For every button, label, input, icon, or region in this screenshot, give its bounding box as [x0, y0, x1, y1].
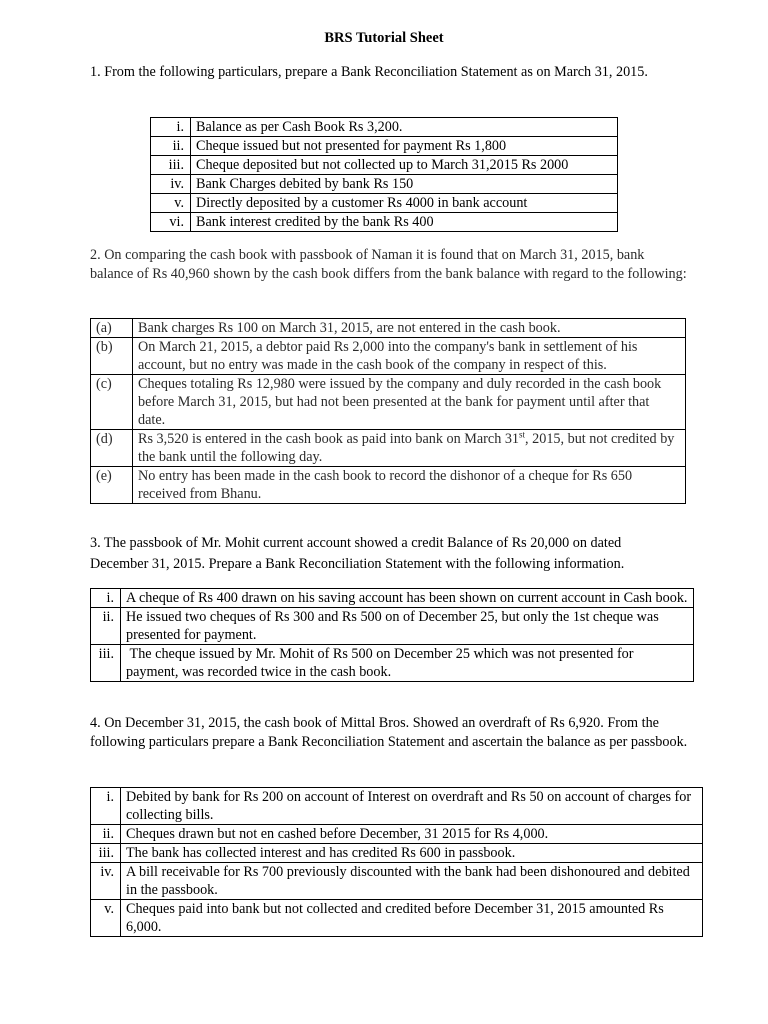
question-2-text: 2. On comparing the cash book with passbook of Naman it is found that on March 31, 2015, bank balance of Rs 40,960 shown by the cash book differs from the bank balance with regard to the following:	[90, 247, 687, 282]
question-2-table	[90, 318, 686, 504]
row-text: Cheques totaling Rs 12,980 were issued by the company and duly recorded in the cash book before March 31, 2015, but had not been presented at the bank for payment until after that date.	[133, 375, 686, 430]
row-text: Bank Charges debited by bank Rs 150	[191, 175, 618, 194]
table-row	[151, 175, 618, 194]
row-number: i.	[91, 589, 121, 608]
table-row	[91, 430, 686, 467]
table-row	[151, 137, 618, 156]
table-row	[91, 608, 694, 645]
row-number: (a)	[91, 319, 133, 338]
row-text: Bank interest credited by the bank Rs 400	[191, 213, 618, 232]
row-number: ii.	[151, 137, 191, 156]
question-1-table	[150, 117, 618, 232]
row-number: v.	[151, 194, 191, 213]
row-number: i.	[151, 118, 191, 137]
row-text: He issued two cheques of Rs 300 and Rs 500 on of December 25, but only the 1st cheque was presented for payment.	[121, 608, 694, 645]
question-3-text: 3. The passbook of Mr. Mohit current account showed a credit Balance of Rs 20,000 on dated December 31, 2015. Prepare a Bank Reconciliation Statement with the following information.	[90, 535, 625, 572]
row-number: iv.	[151, 175, 191, 194]
row-text: No entry has been made in the cash book to record the dishonor of a cheque for Rs 650 received from Bhanu.	[133, 467, 686, 504]
row-text-start: Rs 3,520 is entered in the cash book as paid into bank on March 31	[138, 431, 520, 447]
row-text: The bank has collected interest and has credited Rs 600 in passbook.	[121, 844, 703, 863]
table-row	[91, 825, 703, 844]
row-number: (e)	[91, 467, 133, 504]
row-text: The cheque issued by Mr. Mohit of Rs 500 on December 25 which was not presented for payment, was recorded twice in the cash book.	[121, 645, 694, 682]
row-number: (b)	[91, 338, 133, 375]
question-4-table	[90, 787, 703, 937]
table-row	[91, 900, 703, 937]
table-row	[151, 213, 618, 232]
row-number: iv.	[91, 863, 121, 900]
row-text: Cheque deposited but not collected up to March 31,2015 Rs 2000	[191, 156, 618, 175]
table-row	[91, 338, 686, 375]
row-text: On March 21, 2015, a debtor paid Rs 2,000 into the company's bank in settlement of his account, but no entry was made in the cash book of the company in respect of this.	[133, 338, 686, 375]
page-title: BRS Tutorial Sheet	[324, 30, 444, 46]
row-text: A cheque of Rs 400 drawn on his saving account has been shown on current account in Cash book.	[121, 589, 694, 608]
table-row	[91, 645, 694, 682]
row-text: Cheque issued but not presented for payment Rs 1,800	[191, 137, 618, 156]
row-number: ii.	[91, 608, 121, 645]
row-number: iii.	[151, 156, 191, 175]
row-number: i.	[91, 788, 121, 825]
row-number: v.	[91, 900, 121, 937]
question-4-text: 4. On December 31, 2015, the cash book of Mittal Bros. Showed an overdraft of Rs 6,920. From the following particulars prepare a Bank Reconciliation Statement and ascertain the balance as per passbook.	[90, 715, 688, 750]
row-number: (c)	[91, 375, 133, 430]
table-row	[91, 589, 694, 608]
row-text: Directly deposited by a customer Rs 4000 in bank account	[191, 194, 618, 213]
question-3-table	[90, 588, 694, 682]
row-number: ii.	[91, 825, 121, 844]
row-text: Debited by bank for Rs 200 on account of Interest on overdraft and Rs 50 on account of charges for collecting bills.	[121, 788, 703, 825]
row-number: iii.	[91, 844, 121, 863]
row-text: A bill receivable for Rs 700 previously discounted with the bank had been dishonoured and debited in the passbook.	[121, 863, 703, 900]
table-row	[91, 844, 703, 863]
table-row	[91, 467, 686, 504]
row-text: Balance as per Cash Book Rs 3,200.	[191, 118, 618, 137]
table-row	[91, 788, 703, 825]
table-row	[91, 863, 703, 900]
table-row	[151, 118, 618, 137]
table-row	[91, 319, 686, 338]
row-text: Cheques drawn but not en cashed before December, 31 2015 for Rs 4,000.	[121, 825, 703, 844]
ordinal-suffix: st	[519, 429, 526, 440]
row-text	[133, 430, 686, 467]
table-row	[151, 156, 618, 175]
row-text: Bank charges Rs 100 on March 31, 2015, are not entered in the cash book.	[133, 319, 686, 338]
row-number: vi.	[151, 213, 191, 232]
row-number: iii.	[91, 645, 121, 682]
question-1-text: 1. From the following particulars, prepare a Bank Reconciliation Statement as on March 31, 2015.	[90, 64, 648, 80]
row-text-end: , 2015, but not credited by the bank until the following day.	[138, 431, 675, 465]
row-number: (d)	[91, 430, 133, 467]
table-row	[91, 375, 686, 430]
table-row	[151, 194, 618, 213]
row-text: Cheques paid into bank but not collected and credited before December 31, 2015 amounted Rs 6,000.	[121, 900, 703, 937]
